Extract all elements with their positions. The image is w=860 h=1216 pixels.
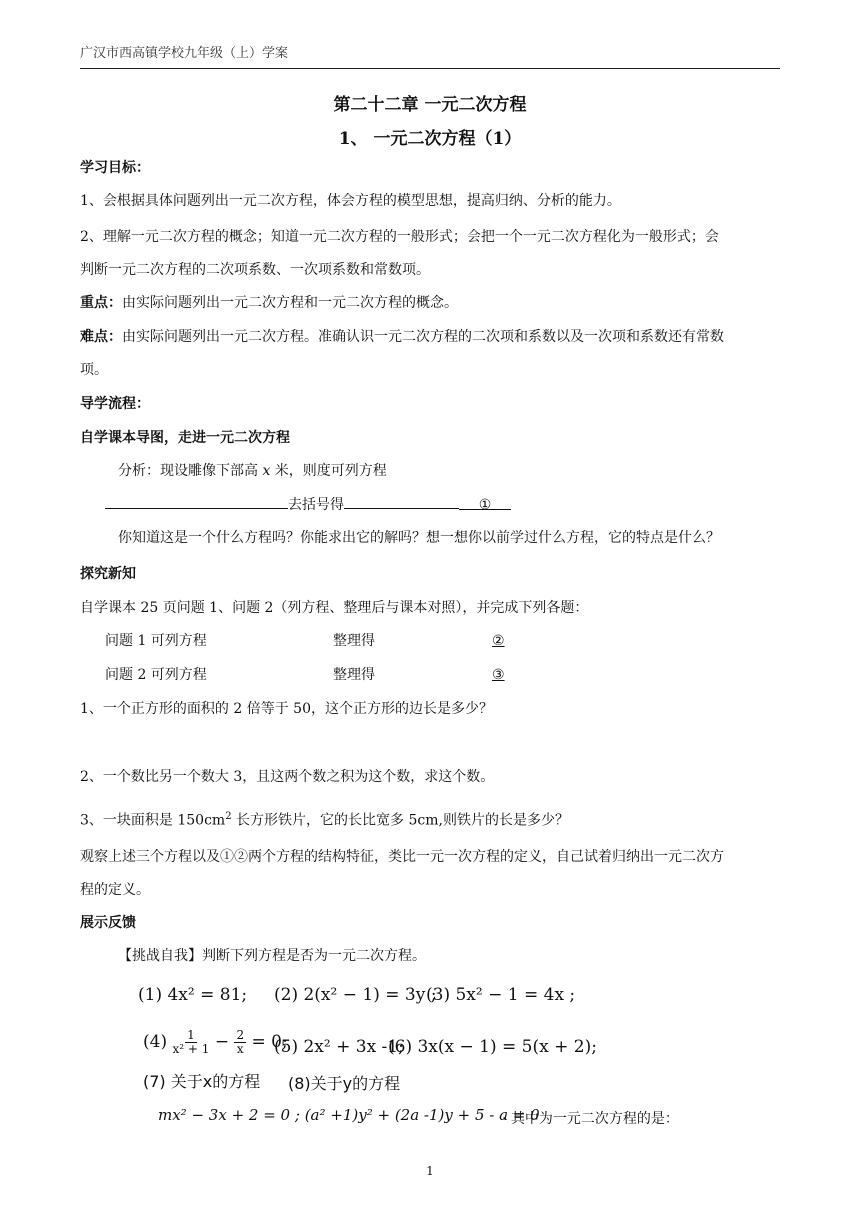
equation-4-prefix: (4) — [143, 1032, 168, 1052]
feedback-heading: 展示反馈 — [80, 915, 136, 931]
analysis-pre: 分析：现设雕像下部高 — [118, 463, 263, 479]
q2-simplify: 整理得 — [333, 667, 375, 683]
key-point-text: 由实际问题列出一元二次方程和一元二次方程的概念。 — [122, 295, 458, 311]
self-study-question: 你知道这是一个什么方程吗？你能求出它的解吗？想一想你以前学过什么方程，它的特点是什么？ — [118, 530, 720, 546]
q2-label: 问题 2 可列方程 — [105, 667, 207, 683]
problem-3-sup: 2 — [225, 811, 232, 822]
which-label: · 其中为一元二次方程的是： — [502, 1111, 679, 1127]
equation-8-label: (8)关于y的方程 — [288, 1074, 401, 1093]
analysis-post: 米，则度可列方程 — [270, 463, 387, 479]
explore-intro: 自学课本 25 页问题 1、问题 2（列方程、整理后与课本对照），并完成下列各题： — [80, 600, 589, 616]
self-study-heading: 自学课本导图，走进一元二次方程 — [80, 430, 290, 446]
chapter-title: 第二十二章 一元二次方程 — [333, 95, 527, 115]
q1-label: 问题 1 可列方程 — [105, 633, 207, 649]
difficulty-label: 难点： — [80, 329, 122, 345]
equation-7-label: (7) 关于x的方程 — [143, 1072, 261, 1091]
flow-heading: 导学流程： — [80, 396, 150, 412]
q2-circle: ③ — [492, 667, 505, 683]
equation-2: (2) 2(x² − 1) = 3y ; — [274, 985, 437, 1005]
q1-circle: ② — [492, 633, 505, 649]
objective-2-line1: 2、理解一元二次方程的概念；知道一元二次方程的一般形式；会把一个一元二次方程化为一般形式；会 — [80, 229, 719, 245]
equation-4-fraction-1: $\frac{1}{\text{x² + 1}}$ — [172, 1028, 210, 1056]
equation-1: (1) 4x² = 81; — [138, 985, 248, 1005]
key-point-label: 重点： — [80, 295, 122, 311]
header-divider — [80, 68, 780, 69]
equation-4: (4) $\frac{1}{\text{x² + 1}}$ − $\frac{2}{x}$ = 0; — [143, 1028, 288, 1056]
circle-1: ① — [459, 495, 511, 510]
equation-4-fraction-2: $\frac{2}{x}$ — [236, 1028, 245, 1056]
difficulty-text-line1: 由实际问题列出一元二次方程。准确认识一元二次方程的二次项和系数以及一次项和系数还有常数 — [122, 329, 724, 345]
expand-label: 去括号得 — [288, 497, 344, 513]
lesson-title: 1、 一元二次方程（1） — [338, 129, 522, 149]
objective-1: 1、会根据具体问题列出一元二次方程，体会方程的模型思想，提高归纳、分析的能力。 — [80, 193, 621, 209]
observe-line1: 观察上述三个方程以及①②两个方程的结构特征，类比一元一次方程的定义，自己试着归纳出一元二次方 — [80, 849, 724, 865]
analysis-line — [118, 461, 387, 481]
q1-simplify: 整理得 — [333, 633, 375, 649]
objectives-heading: 学习目标： — [80, 160, 150, 176]
expand-line — [105, 494, 511, 515]
challenge-text: 【挑战自我】判断下列方程是否为一元二次方程。 — [118, 948, 426, 964]
page-header: 广汉市西高镇学校九年级（上）学案 — [80, 46, 289, 61]
equation-3: (3) 5x² − 1 = 4x ; — [426, 985, 576, 1005]
problem-3-post: 长方形铁片，它的长比宽多 5cm,则铁片的长是多少？ — [231, 812, 569, 829]
equation-5: (5) 2x² + 3x -1; — [274, 1037, 404, 1057]
difficulty-text-line2: 项。 — [80, 362, 108, 378]
page-number: 1 — [426, 1164, 434, 1178]
answer-blank-2[interactable] — [344, 494, 459, 509]
problem-3-pre: 3、一块面积是 150cm — [80, 812, 226, 829]
difficulty — [80, 327, 724, 347]
problem-2: 2、一个数比另一个数大 3，且这两个数之积为这个数，求这个数。 — [80, 769, 495, 785]
observe-line2: 程的定义。 — [80, 882, 150, 898]
equation-6: (6) 3x(x − 1) = 5(x + 2); — [388, 1037, 597, 1057]
equation-4-suffix: = 0; — [251, 1032, 288, 1052]
objective-2-line2: 判断一元二次方程的二次项系数、一次项系数和常数项。 — [80, 262, 430, 278]
problem-1: 1、一个正方形的面积的 2 倍等于 50，这个正方形的边长是多少？ — [80, 701, 493, 717]
analysis-var: x — [262, 463, 271, 479]
explore-heading: 探究新知 — [80, 566, 136, 582]
equations-7-8: mx² − 3x + 2 = 0 ; (a² +1)y² + (2a -1)y + 5 - a = 0 — [158, 1106, 540, 1124]
problem-3 — [80, 807, 569, 831]
key-point — [80, 293, 458, 313]
answer-blank-1[interactable] — [105, 494, 288, 509]
